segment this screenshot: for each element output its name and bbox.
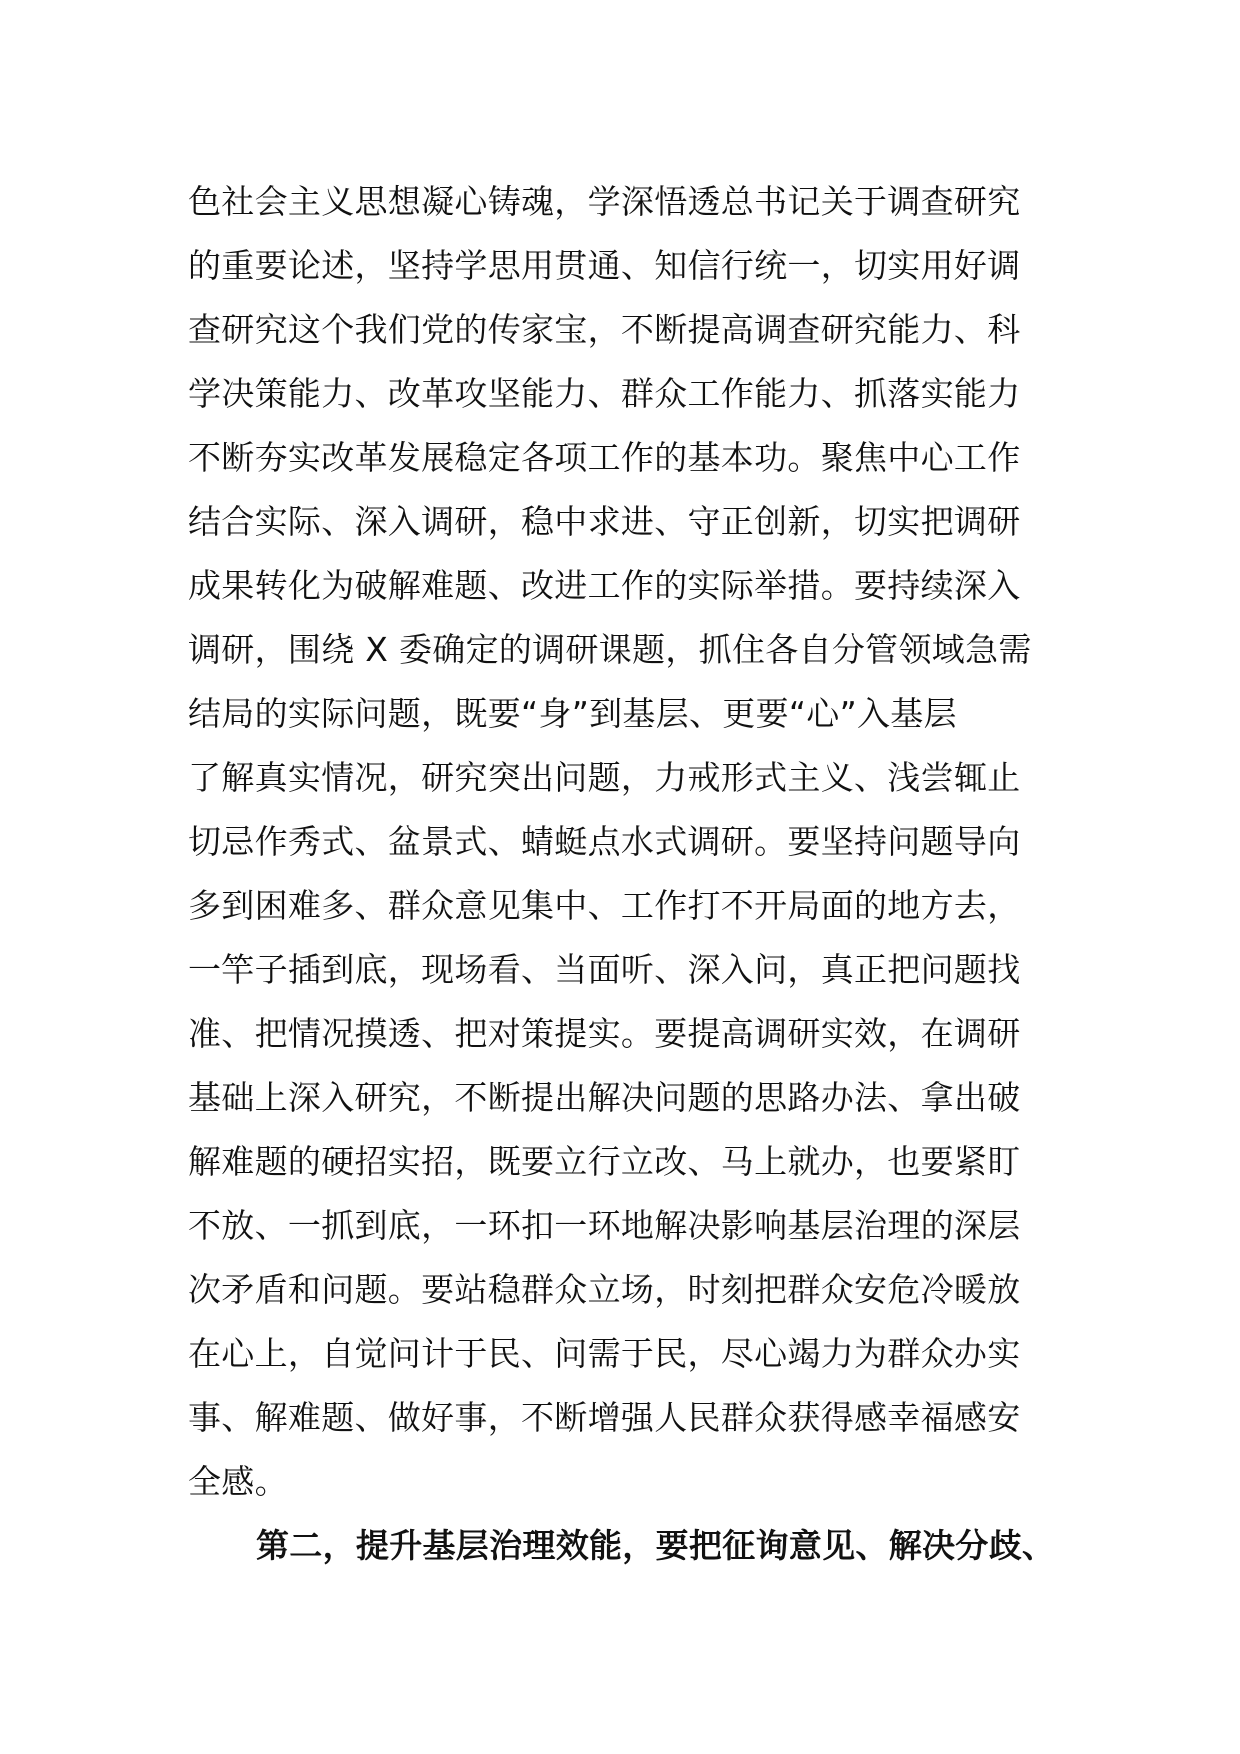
text-line: 色社会主义思想凝心铸魂，学深悟透总书记关于调查研究 xyxy=(188,182,1021,221)
text-line: 学决策能力、改革攻坚能力、群众工作能力、抓落实能力 xyxy=(188,374,1021,413)
text-line: 次矛盾和问题。要站稳群众立场，时刻把群众安危冷暖放 xyxy=(188,1270,1021,1309)
text-line: 事、解难题、做好事，不断增强人民群众获得感幸福感安 xyxy=(188,1398,1021,1437)
text-line: 了解真实情况，研究突出问题，力戒形式主义、浅尝辄止 xyxy=(188,758,1021,797)
text-line: 一竿子插到底，现场看、当面听、深入问，真正把问题找 xyxy=(188,950,1021,989)
text-line: 成果转化为破解难题、改进工作的实际举措。要持续深入 xyxy=(188,566,1021,605)
text-line: 结合实际、深入调研，稳中求进、守正创新，切实把调研 xyxy=(188,502,1021,541)
text-line: 切忌作秀式、盆景式、蜻蜓点水式调研。要坚持问题导向 xyxy=(188,822,1021,861)
text-line: 准、把情况摸透、把对策提实。要提高调研实效，在调研 xyxy=(188,1014,1021,1053)
text-line: 的重要论述，坚持学思用贯通、知信行统一，切实用好调 xyxy=(188,246,1021,285)
text-line: 结局的实际问题，既要“身”到基层、更要“心”入基层 xyxy=(188,694,957,733)
body-text xyxy=(188,170,1068,1578)
text-line: 全感。 xyxy=(188,1462,288,1501)
text-line: 基础上深入研究，不断提出解决问题的思路办法、拿出破 xyxy=(188,1078,1021,1117)
section-heading: 第二，提升基层治理效能，要把征询意见、解决分歧、 xyxy=(256,1526,1056,1565)
text-line: 不断夯实改革发展稳定各项工作的基本功。聚焦中心工作 xyxy=(188,438,1021,477)
text-line: 多到困难多、群众意见集中、工作打不开局面的地方去， xyxy=(188,886,1021,925)
text-line: 在心上，自觉问计于民、问需于民，尽心竭力为群众办实 xyxy=(188,1334,1021,1373)
text-line: 解难题的硬招实招，既要立行立改、马上就办，也要紧盯 xyxy=(188,1142,1021,1181)
text-line: 不放、一抓到底，一环扣一环地解决影响基层治理的深层 xyxy=(188,1206,1021,1245)
text-line: 调研，围绕 X 委确定的调研课题，抓住各自分管领域急需 xyxy=(188,630,1032,669)
text-line: 查研究这个我们党的传家宝，不断提高调查研究能力、科 xyxy=(188,310,1021,349)
